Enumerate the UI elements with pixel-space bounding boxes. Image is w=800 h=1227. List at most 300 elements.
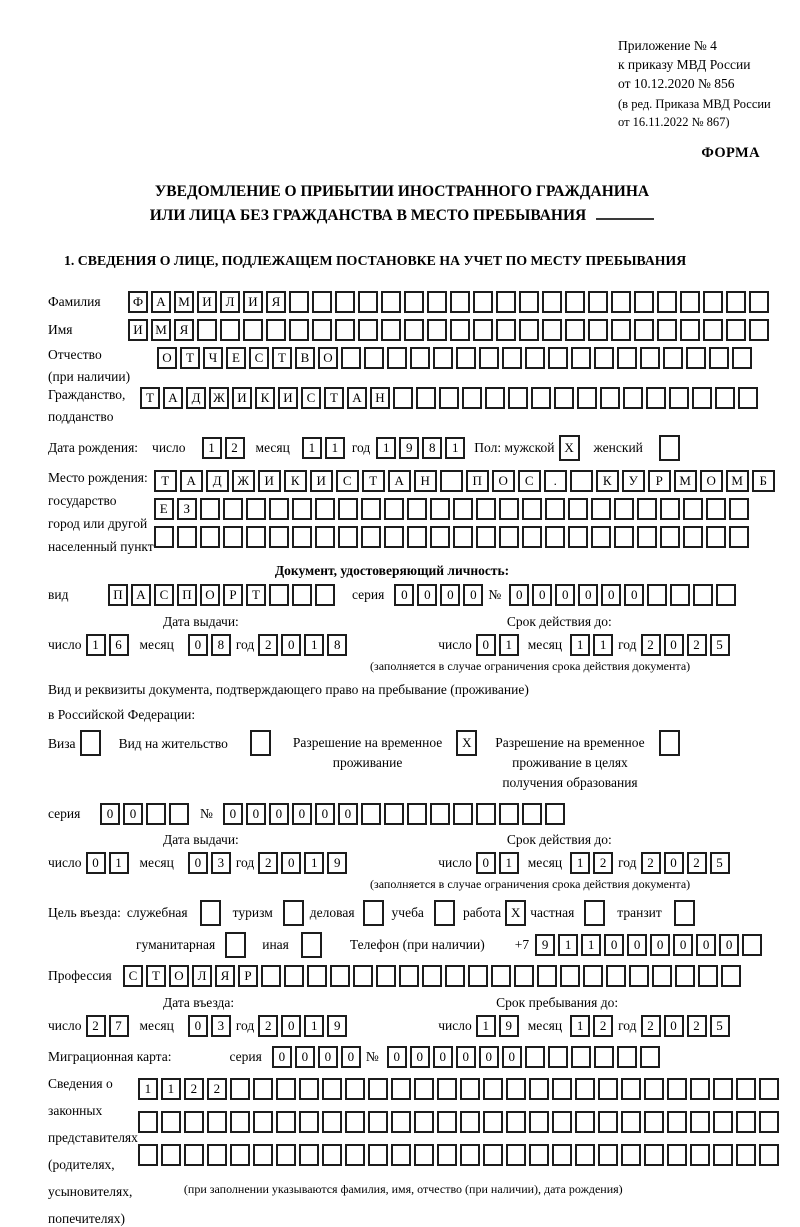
char-cell[interactable]: 0 <box>338 803 358 825</box>
char-cell[interactable] <box>508 387 528 409</box>
char-cell[interactable] <box>614 526 634 548</box>
char-cell[interactable]: Н <box>370 387 390 409</box>
char-cell[interactable]: . <box>544 470 567 492</box>
char-cell[interactable] <box>384 803 404 825</box>
char-cell[interactable]: 0 <box>456 1046 476 1068</box>
char-cell[interactable] <box>657 319 677 341</box>
char-cell[interactable]: М <box>674 470 697 492</box>
char-cell[interactable] <box>506 1144 526 1166</box>
char-cell[interactable] <box>276 1111 296 1133</box>
char-cell[interactable]: 1 <box>476 1015 496 1037</box>
char-cell[interactable]: 0 <box>281 852 301 874</box>
char-cell[interactable] <box>749 319 769 341</box>
char-cell[interactable] <box>315 498 335 520</box>
char-cell[interactable] <box>422 965 442 987</box>
char-cell[interactable] <box>686 347 706 369</box>
char-cell[interactable]: 1 <box>593 634 613 656</box>
char-cell[interactable]: 2 <box>687 852 707 874</box>
char-cell[interactable]: Т <box>246 584 266 606</box>
char-cell[interactable] <box>738 387 758 409</box>
char-cell[interactable] <box>433 347 453 369</box>
char-cell[interactable] <box>644 1111 664 1133</box>
char-cell[interactable] <box>525 1046 545 1068</box>
char-cell[interactable] <box>667 1111 687 1133</box>
char-cell[interactable]: А <box>388 470 411 492</box>
char-cell[interactable] <box>407 803 427 825</box>
char-cell[interactable] <box>716 584 736 606</box>
char-cell[interactable] <box>437 1111 457 1133</box>
char-cell[interactable]: П <box>108 584 128 606</box>
char-cell[interactable]: О <box>492 470 515 492</box>
char-cell[interactable]: 1 <box>570 1015 590 1037</box>
char-cell[interactable] <box>715 387 735 409</box>
char-cell[interactable] <box>713 1078 733 1100</box>
char-cell[interactable] <box>646 387 666 409</box>
char-cell[interactable]: П <box>466 470 489 492</box>
char-cell[interactable] <box>522 803 542 825</box>
char-cell[interactable] <box>292 584 312 606</box>
char-cell[interactable] <box>361 498 381 520</box>
char-cell[interactable] <box>460 1144 480 1166</box>
char-cell[interactable]: Л <box>220 291 240 313</box>
char-cell[interactable]: 1 <box>325 437 345 459</box>
char-cell[interactable] <box>726 291 746 313</box>
char-cell[interactable] <box>200 498 220 520</box>
char-cell[interactable] <box>617 347 637 369</box>
char-cell[interactable] <box>330 965 350 987</box>
char-cell[interactable] <box>690 1078 710 1100</box>
char-cell[interactable] <box>545 803 565 825</box>
char-cell[interactable]: З <box>177 498 197 520</box>
char-cell[interactable] <box>522 526 542 548</box>
char-cell[interactable] <box>598 1144 618 1166</box>
char-cell[interactable]: 2 <box>225 437 245 459</box>
char-cell[interactable] <box>600 387 620 409</box>
char-cell[interactable] <box>634 291 654 313</box>
char-cell[interactable]: 0 <box>281 1015 301 1037</box>
char-cell[interactable] <box>460 1111 480 1133</box>
char-cell[interactable] <box>363 900 384 926</box>
char-cell[interactable] <box>292 526 312 548</box>
char-cell[interactable] <box>529 1144 549 1166</box>
char-cell[interactable] <box>430 526 450 548</box>
char-cell[interactable] <box>726 319 746 341</box>
char-cell[interactable] <box>460 1078 480 1100</box>
char-cell[interactable]: Б <box>752 470 775 492</box>
char-cell[interactable] <box>266 319 286 341</box>
char-cell[interactable] <box>223 526 243 548</box>
char-cell[interactable]: С <box>301 387 321 409</box>
char-cell[interactable] <box>345 1078 365 1100</box>
char-cell[interactable] <box>496 319 516 341</box>
char-cell[interactable]: Р <box>238 965 258 987</box>
residence-permit-checkbox[interactable] <box>250 730 271 756</box>
char-cell[interactable] <box>437 1144 457 1166</box>
char-cell[interactable] <box>617 1046 637 1068</box>
char-cell[interactable]: И <box>232 387 252 409</box>
char-cell[interactable] <box>407 526 427 548</box>
char-cell[interactable] <box>410 347 430 369</box>
char-cell[interactable] <box>358 291 378 313</box>
char-cell[interactable]: 1 <box>161 1078 181 1100</box>
char-cell[interactable] <box>690 1144 710 1166</box>
char-cell[interactable] <box>575 1144 595 1166</box>
char-cell[interactable] <box>138 1144 158 1166</box>
char-cell[interactable]: 0 <box>476 852 496 874</box>
char-cell[interactable]: И <box>197 291 217 313</box>
char-cell[interactable] <box>499 498 519 520</box>
char-cell[interactable] <box>721 965 741 987</box>
char-cell[interactable] <box>729 526 749 548</box>
char-cell[interactable] <box>299 1144 319 1166</box>
char-cell[interactable] <box>322 1078 342 1100</box>
char-cell[interactable] <box>289 319 309 341</box>
char-cell[interactable]: А <box>347 387 367 409</box>
char-cell[interactable]: 5 <box>710 852 730 874</box>
char-cell[interactable]: 0 <box>604 934 624 956</box>
char-cell[interactable] <box>680 291 700 313</box>
char-cell[interactable]: Е <box>226 347 246 369</box>
char-cell[interactable] <box>345 1111 365 1133</box>
char-cell[interactable] <box>177 526 197 548</box>
char-cell[interactable]: А <box>180 470 203 492</box>
char-cell[interactable] <box>660 526 680 548</box>
char-cell[interactable]: 1 <box>581 934 601 956</box>
char-cell[interactable] <box>659 730 680 756</box>
char-cell[interactable] <box>640 347 660 369</box>
char-cell[interactable] <box>483 1111 503 1133</box>
sex-male-checkbox[interactable] <box>559 435 580 461</box>
char-cell[interactable] <box>611 291 631 313</box>
char-cell[interactable] <box>384 526 404 548</box>
char-cell[interactable] <box>621 1111 641 1133</box>
char-cell[interactable]: О <box>700 470 723 492</box>
char-cell[interactable] <box>659 435 680 461</box>
char-cell[interactable] <box>575 1078 595 1100</box>
char-cell[interactable] <box>368 1078 388 1100</box>
char-cell[interactable]: 0 <box>440 584 460 606</box>
char-cell[interactable] <box>660 498 680 520</box>
char-cell[interactable]: А <box>163 387 183 409</box>
char-cell[interactable] <box>502 347 522 369</box>
char-cell[interactable] <box>548 347 568 369</box>
char-cell[interactable]: 7 <box>109 1015 129 1037</box>
char-cell[interactable] <box>506 1078 526 1100</box>
char-cell[interactable]: 2 <box>258 852 278 874</box>
char-cell[interactable] <box>368 1144 388 1166</box>
char-cell[interactable]: И <box>310 470 333 492</box>
char-cell[interactable]: 1 <box>499 852 519 874</box>
char-cell[interactable] <box>161 1144 181 1166</box>
char-cell[interactable] <box>531 387 551 409</box>
char-cell[interactable]: 2 <box>641 634 661 656</box>
char-cell[interactable]: 2 <box>687 634 707 656</box>
char-cell[interactable]: 1 <box>304 634 324 656</box>
char-cell[interactable] <box>307 965 327 987</box>
sex-female-checkbox[interactable] <box>659 435 680 461</box>
char-cell[interactable]: Т <box>146 965 166 987</box>
char-cell[interactable] <box>552 1078 572 1100</box>
purpose-other-checkbox[interactable] <box>301 932 322 958</box>
char-cell[interactable]: 5 <box>710 634 730 656</box>
char-cell[interactable] <box>315 584 335 606</box>
char-cell[interactable]: 2 <box>184 1078 204 1100</box>
char-cell[interactable]: 0 <box>188 1015 208 1037</box>
char-cell[interactable] <box>483 1078 503 1100</box>
char-cell[interactable] <box>537 965 557 987</box>
purpose-private-checkbox[interactable] <box>584 900 605 926</box>
char-cell[interactable] <box>312 291 332 313</box>
char-cell[interactable] <box>706 526 726 548</box>
char-cell[interactable]: М <box>151 319 171 341</box>
char-cell[interactable] <box>368 1111 388 1133</box>
char-cell[interactable]: 9 <box>399 437 419 459</box>
char-cell[interactable] <box>736 1144 756 1166</box>
char-cell[interactable]: У <box>622 470 645 492</box>
char-cell[interactable] <box>345 1144 365 1166</box>
char-cell[interactable]: С <box>336 470 359 492</box>
char-cell[interactable] <box>404 291 424 313</box>
char-cell[interactable]: 1 <box>302 437 322 459</box>
char-cell[interactable]: 9 <box>535 934 555 956</box>
char-cell[interactable]: Я <box>215 965 235 987</box>
char-cell[interactable] <box>230 1144 250 1166</box>
char-cell[interactable] <box>554 387 574 409</box>
char-cell[interactable] <box>584 900 605 926</box>
char-cell[interactable]: К <box>284 470 307 492</box>
char-cell[interactable] <box>399 965 419 987</box>
char-cell[interactable] <box>674 900 695 926</box>
char-cell[interactable]: Ж <box>232 470 255 492</box>
char-cell[interactable] <box>230 1111 250 1133</box>
char-cell[interactable]: 0 <box>246 803 266 825</box>
char-cell[interactable] <box>476 803 496 825</box>
char-cell[interactable] <box>522 498 542 520</box>
char-cell[interactable] <box>545 526 565 548</box>
temp-residence-checkbox[interactable] <box>456 730 477 756</box>
char-cell[interactable] <box>675 965 695 987</box>
char-cell[interactable]: X <box>456 730 477 756</box>
char-cell[interactable]: 8 <box>422 437 442 459</box>
char-cell[interactable]: 0 <box>272 1046 292 1068</box>
char-cell[interactable]: М <box>726 470 749 492</box>
char-cell[interactable]: 0 <box>601 584 621 606</box>
char-cell[interactable]: 8 <box>211 634 231 656</box>
char-cell[interactable] <box>358 319 378 341</box>
char-cell[interactable]: В <box>295 347 315 369</box>
char-cell[interactable] <box>588 291 608 313</box>
char-cell[interactable]: 2 <box>258 1015 278 1037</box>
char-cell[interactable] <box>161 1111 181 1133</box>
char-cell[interactable]: 0 <box>295 1046 315 1068</box>
char-cell[interactable] <box>606 965 626 987</box>
char-cell[interactable]: М <box>174 291 194 313</box>
char-cell[interactable]: П <box>177 584 197 606</box>
char-cell[interactable]: 9 <box>327 852 347 874</box>
char-cell[interactable] <box>519 319 539 341</box>
char-cell[interactable] <box>542 291 562 313</box>
char-cell[interactable] <box>759 1078 779 1100</box>
char-cell[interactable] <box>427 291 447 313</box>
char-cell[interactable] <box>542 319 562 341</box>
char-cell[interactable] <box>301 932 322 958</box>
char-cell[interactable] <box>207 1144 227 1166</box>
char-cell[interactable] <box>529 1078 549 1100</box>
char-cell[interactable] <box>514 965 534 987</box>
char-cell[interactable] <box>629 965 649 987</box>
char-cell[interactable]: И <box>278 387 298 409</box>
char-cell[interactable] <box>261 965 281 987</box>
char-cell[interactable] <box>706 498 726 520</box>
char-cell[interactable]: 0 <box>86 852 106 874</box>
char-cell[interactable]: 0 <box>123 803 143 825</box>
purpose-transit-checkbox[interactable] <box>674 900 695 926</box>
char-cell[interactable] <box>614 498 634 520</box>
char-cell[interactable] <box>667 1144 687 1166</box>
char-cell[interactable] <box>407 498 427 520</box>
char-cell[interactable] <box>621 1078 641 1100</box>
char-cell[interactable]: Д <box>206 470 229 492</box>
char-cell[interactable]: 0 <box>433 1046 453 1068</box>
char-cell[interactable] <box>387 347 407 369</box>
char-cell[interactable]: 0 <box>664 1015 684 1037</box>
char-cell[interactable] <box>598 1111 618 1133</box>
char-cell[interactable] <box>361 803 381 825</box>
char-cell[interactable] <box>462 387 482 409</box>
char-cell[interactable] <box>269 498 289 520</box>
char-cell[interactable] <box>453 526 473 548</box>
char-cell[interactable] <box>621 1144 641 1166</box>
char-cell[interactable] <box>693 584 713 606</box>
char-cell[interactable] <box>742 934 762 956</box>
char-cell[interactable]: X <box>559 435 580 461</box>
char-cell[interactable]: 0 <box>188 852 208 874</box>
char-cell[interactable]: 0 <box>417 584 437 606</box>
char-cell[interactable] <box>253 1078 273 1100</box>
char-cell[interactable] <box>414 1078 434 1100</box>
char-cell[interactable]: 1 <box>445 437 465 459</box>
char-cell[interactable] <box>499 803 519 825</box>
char-cell[interactable] <box>338 526 358 548</box>
char-cell[interactable]: 2 <box>593 852 613 874</box>
char-cell[interactable] <box>732 347 752 369</box>
char-cell[interactable]: X <box>505 900 526 926</box>
char-cell[interactable] <box>246 498 266 520</box>
char-cell[interactable]: 1 <box>570 852 590 874</box>
char-cell[interactable] <box>364 347 384 369</box>
char-cell[interactable] <box>552 1144 572 1166</box>
char-cell[interactable] <box>184 1144 204 1166</box>
char-cell[interactable] <box>591 498 611 520</box>
char-cell[interactable]: 0 <box>719 934 739 956</box>
char-cell[interactable] <box>200 526 220 548</box>
char-cell[interactable]: 0 <box>100 803 120 825</box>
char-cell[interactable]: 0 <box>509 584 529 606</box>
visa-checkbox[interactable] <box>80 730 101 756</box>
char-cell[interactable] <box>391 1111 411 1133</box>
purpose-tourism-checkbox[interactable] <box>283 900 304 926</box>
char-cell[interactable]: 0 <box>188 634 208 656</box>
char-cell[interactable]: 2 <box>86 1015 106 1037</box>
char-cell[interactable] <box>154 526 174 548</box>
char-cell[interactable] <box>667 1078 687 1100</box>
char-cell[interactable] <box>736 1078 756 1100</box>
char-cell[interactable] <box>430 498 450 520</box>
char-cell[interactable] <box>391 1078 411 1100</box>
char-cell[interactable]: А <box>151 291 171 313</box>
char-cell[interactable]: Т <box>140 387 160 409</box>
char-cell[interactable] <box>623 387 643 409</box>
char-cell[interactable]: 0 <box>664 852 684 874</box>
char-cell[interactable] <box>338 498 358 520</box>
char-cell[interactable] <box>565 319 585 341</box>
char-cell[interactable]: 2 <box>207 1078 227 1100</box>
char-cell[interactable] <box>552 1111 572 1133</box>
char-cell[interactable] <box>657 291 677 313</box>
char-cell[interactable] <box>634 319 654 341</box>
char-cell[interactable] <box>284 965 304 987</box>
char-cell[interactable] <box>200 900 221 926</box>
char-cell[interactable]: Т <box>272 347 292 369</box>
char-cell[interactable] <box>404 319 424 341</box>
char-cell[interactable] <box>393 387 413 409</box>
char-cell[interactable]: Е <box>154 498 174 520</box>
char-cell[interactable]: 6 <box>109 634 129 656</box>
char-cell[interactable]: 0 <box>341 1046 361 1068</box>
char-cell[interactable] <box>698 965 718 987</box>
char-cell[interactable]: 3 <box>211 1015 231 1037</box>
char-cell[interactable]: 0 <box>463 584 483 606</box>
char-cell[interactable]: 0 <box>578 584 598 606</box>
char-cell[interactable]: Р <box>648 470 671 492</box>
char-cell[interactable] <box>491 965 511 987</box>
char-cell[interactable] <box>335 291 355 313</box>
char-cell[interactable]: 1 <box>138 1078 158 1100</box>
char-cell[interactable]: 0 <box>696 934 716 956</box>
char-cell[interactable]: 1 <box>304 1015 324 1037</box>
char-cell[interactable] <box>476 526 496 548</box>
char-cell[interactable] <box>709 347 729 369</box>
char-cell[interactable] <box>729 498 749 520</box>
char-cell[interactable] <box>499 526 519 548</box>
char-cell[interactable]: 0 <box>664 634 684 656</box>
char-cell[interactable] <box>225 932 246 958</box>
char-cell[interactable] <box>473 291 493 313</box>
char-cell[interactable] <box>703 291 723 313</box>
char-cell[interactable] <box>230 1078 250 1100</box>
char-cell[interactable] <box>548 1046 568 1068</box>
char-cell[interactable]: О <box>318 347 338 369</box>
char-cell[interactable] <box>439 387 459 409</box>
char-cell[interactable]: 2 <box>687 1015 707 1037</box>
temp-residence-education-checkbox[interactable] <box>659 730 680 756</box>
char-cell[interactable] <box>440 470 463 492</box>
char-cell[interactable] <box>669 387 689 409</box>
char-cell[interactable] <box>414 1144 434 1166</box>
char-cell[interactable] <box>292 498 312 520</box>
char-cell[interactable] <box>450 291 470 313</box>
char-cell[interactable] <box>312 319 332 341</box>
char-cell[interactable] <box>749 291 769 313</box>
char-cell[interactable] <box>476 498 496 520</box>
char-cell[interactable] <box>670 584 690 606</box>
char-cell[interactable] <box>483 1144 503 1166</box>
char-cell[interactable] <box>571 1046 591 1068</box>
char-cell[interactable]: 1 <box>304 852 324 874</box>
char-cell[interactable] <box>468 965 488 987</box>
char-cell[interactable] <box>250 730 271 756</box>
char-cell[interactable]: 0 <box>479 1046 499 1068</box>
